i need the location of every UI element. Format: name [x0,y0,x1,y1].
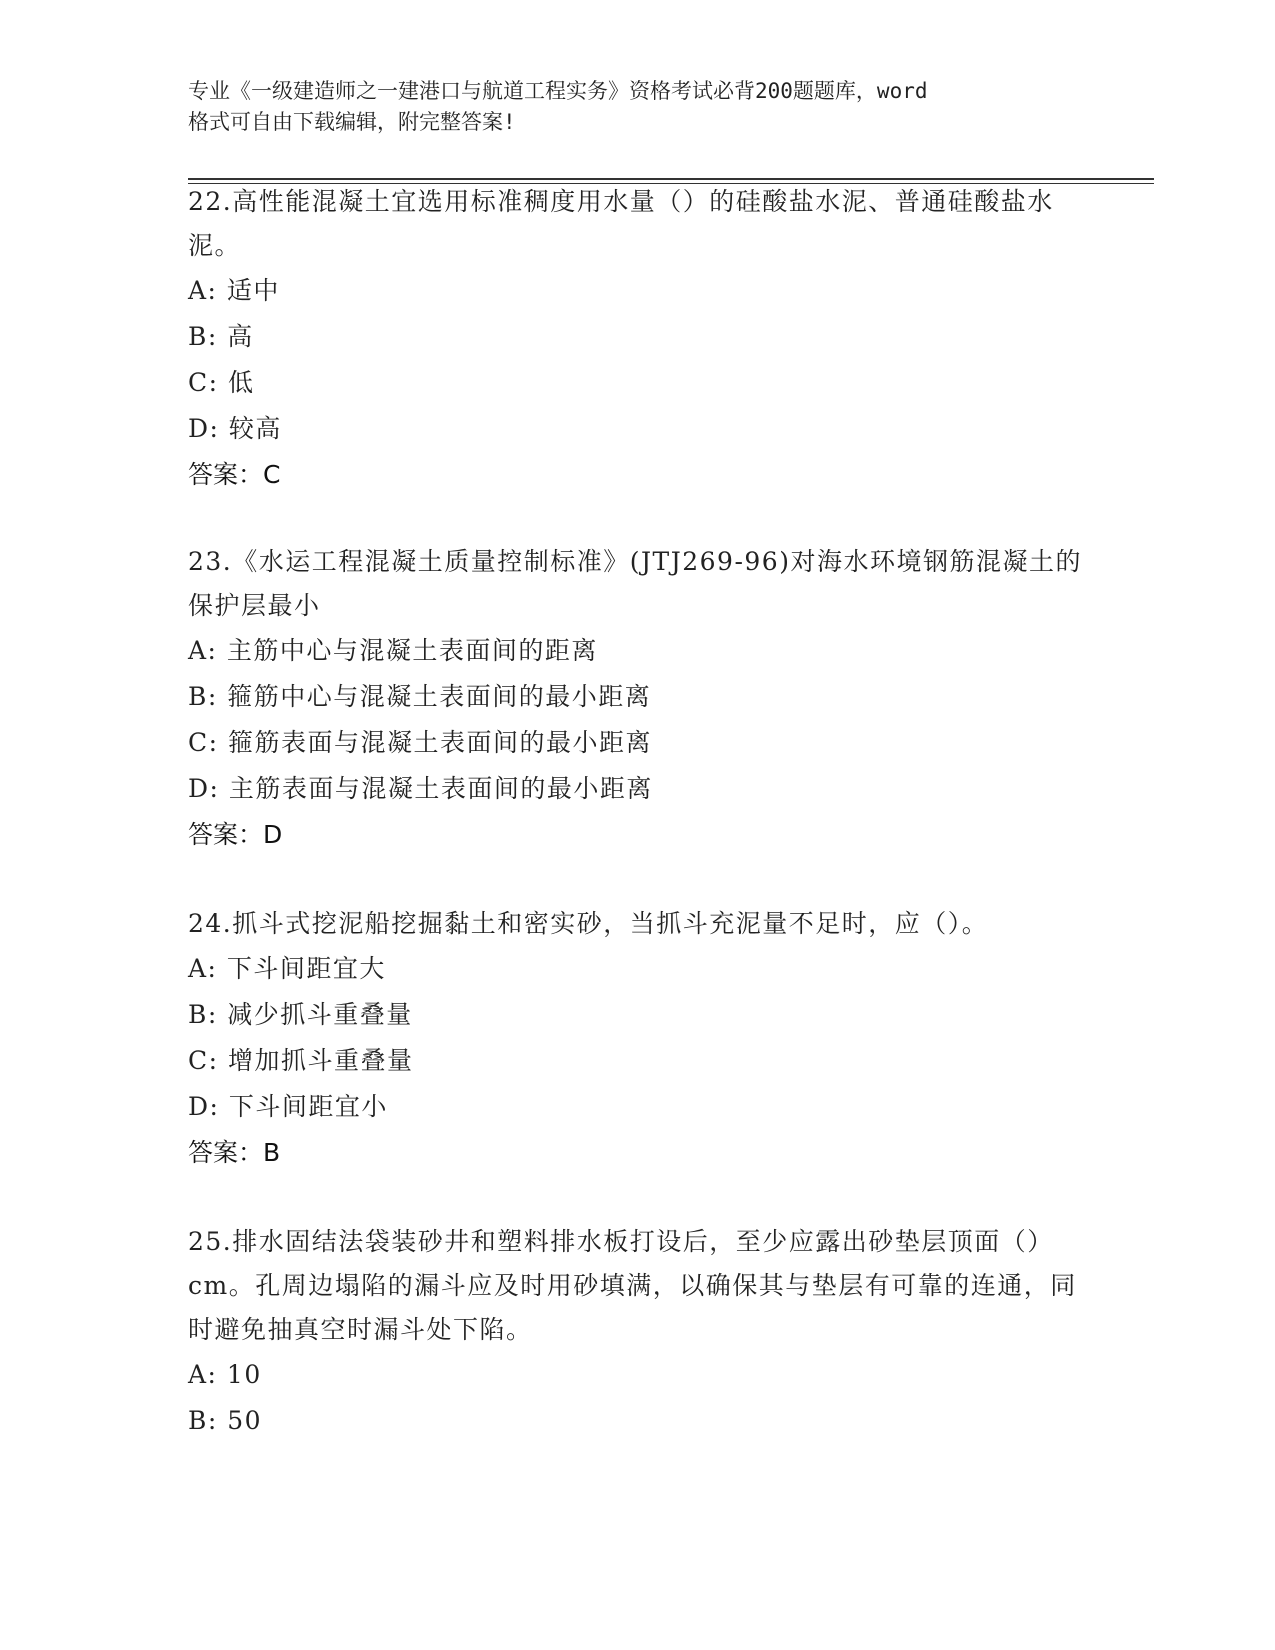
document-header [188,76,1068,138]
option-a: A: 主筋中心与混凝土表面间的距离 [188,636,598,665]
option-b: B: 50 [188,1406,263,1435]
option-c: C: 低 [188,368,255,397]
question-stem: 24.抓斗式挖泥船挖掘黏土和密实砂，当抓斗充泥量不足时，应（）。 [188,909,989,938]
header-line-2: 格式可自由下载编辑，附完整答案! [188,110,516,134]
option-a: A: 适中 [188,276,280,305]
question-22 [188,180,1088,498]
option-c: C: 箍筋表面与混凝土表面间的最小距离 [188,728,652,757]
question-stem: 23.《水运工程混凝土质量控制标准》(JTJ269-96)对海水环境钢筋混凝土的保护层最小 [188,547,1082,620]
option-d: D: 主筋表面与混凝土表面间的最小距离 [188,774,653,803]
answer: 答案：C [188,460,281,489]
option-b: B: 减少抓斗重叠量 [188,1000,413,1029]
question-stem: 25.排水固结法袋装砂井和塑料排水板打设后，至少应露出砂垫层顶面（）cm。孔周边塌陷的漏斗应及时用砂填满，以确保其与垫层有可靠的连通，同时避免抽真空时漏斗处下陷。 [188,1227,1077,1344]
option-a: A: 下斗间距宜大 [188,954,386,983]
question-25 [188,1220,1088,1444]
option-a: A: 10 [188,1360,262,1389]
question-24 [188,902,1088,1176]
answer: 答案：D [188,820,283,849]
option-b: B: 高 [188,322,254,351]
option-d: D: 下斗间距宜小 [188,1092,388,1121]
option-d: D: 较高 [188,414,282,443]
answer: 答案：B [188,1138,281,1167]
option-b: B: 箍筋中心与混凝土表面间的最小距离 [188,682,652,711]
question-stem: 22.高性能混凝土宜选用标准稠度用水量（）的硅酸盐水泥、普通硅酸盐水泥。 [188,187,1054,260]
option-c: C: 增加抓斗重叠量 [188,1046,414,1075]
question-23 [188,540,1088,858]
header-line-1: 专业《一级建造师之一建港口与航道工程实务》资格考试必背200题题库，word [188,79,928,103]
